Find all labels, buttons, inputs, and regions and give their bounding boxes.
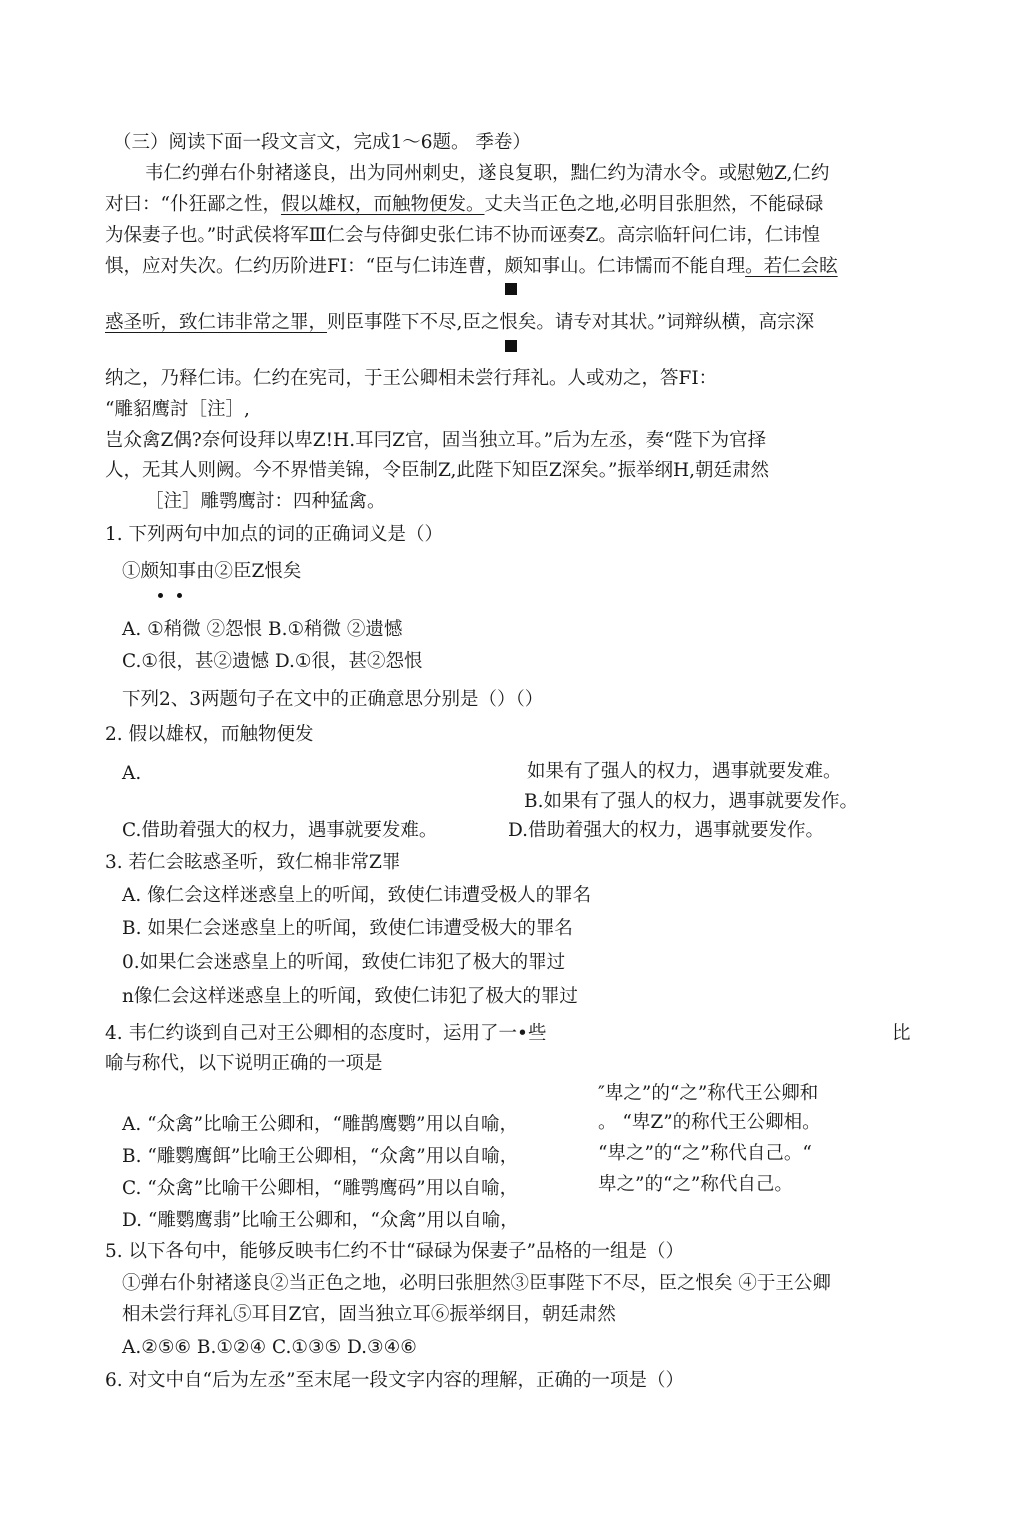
passage-text: 丈夫当正色之地,必明目张胆然，不能碌碌 xyxy=(484,194,824,215)
passage-text: 则臣事陛下不尽,臣之恨矣。请专对其状。”词辩纵横，高宗深 xyxy=(327,312,815,333)
question-2-option-a-label: A. xyxy=(122,763,142,784)
passage-line-7: “雕貂鹰討［注］, xyxy=(105,399,250,420)
question-1-options-cd: C.①很，甚②遗憾 D.①很，甚②怨恨 xyxy=(122,651,423,672)
question-2-stem: 2. 假以雄权，而触物便发 xyxy=(105,724,314,745)
passage-line-8: 岂众禽Z偶?奈何设拜以卑Z!H.耳冃Z官，固当独立耳。”后为左丞，奏“陛下为官择 xyxy=(105,430,767,451)
question-4-option-c-right: 卑之”的“之”称代自己。 xyxy=(598,1174,793,1195)
passage-text: 惧，应对失次。仁约历阶进FI：“臣与仁讳连曹，颇知事山。仁讳懦而不能自理 xyxy=(105,256,746,277)
question-2-option-a-text: 如果有了强人的权力，遇事就要发难。 xyxy=(527,761,842,782)
emphasis-dot xyxy=(177,593,182,598)
question-3-option-c: 0.如果仁会迷惑皇上的听闻，致使仁讳犯了极大的罪过 xyxy=(122,952,566,973)
square-mark-2 xyxy=(505,340,517,352)
question-4-option-b: B. “雕鹦鹰餌”比喻王公卿相，“众禽”用以自喻， xyxy=(122,1146,519,1167)
question-3-option-a: A. 像仁会这样迷惑皇上的听闻，致使仁讳遭受极人的罪名 xyxy=(122,885,592,906)
passage-line-1: 韦仁约弹右仆射褚遂良，出为同州刺史，遂良复职，黜仁约为清水令。或慰勉Z,仁约 xyxy=(145,163,830,184)
question-6-stem: 6. 对文中自“后为左丞”至末尾一段文字内容的理解，正确的一项是（） xyxy=(105,1370,684,1391)
question-4-right-note: ″卑之”的“之”称代王公卿和 xyxy=(598,1083,819,1104)
passage-line-6: 纳之，乃释仁讳。仁约在宪司，于王公卿相未尝行拜礼。人或劝之，答FI： xyxy=(105,368,718,389)
question-5-items-1: ①弹右仆射褚遂良②当正色之地，必明曰张胆然③臣事陛下不尽，臣之恨矣 ④于王公卿 xyxy=(122,1273,831,1294)
passage-line-4 xyxy=(105,255,838,279)
passage-line-2 xyxy=(105,193,823,217)
question-3-option-d: n像仁会这样迷惑皇上的听闻，致使仁讳犯了极大的罪过 xyxy=(122,986,578,1007)
underlined-phrase: 惑圣听，致仁讳非常之罪， xyxy=(105,312,328,333)
square-mark-1 xyxy=(505,283,517,295)
emphasis-dot xyxy=(158,593,163,598)
passage-note: ［注］雕鹗鹰討：四种猛禽。 xyxy=(145,491,386,512)
passage-line-5 xyxy=(105,311,814,335)
question-1-sentences: ①颇知事由②臣Z恨矣 xyxy=(122,561,302,582)
question-3-stem: 3. 若仁会眩惑圣听，致仁棉非常Z罪 xyxy=(105,852,401,873)
passage-line-3: 为保妻子也。”时武侯将军Ⅲ仁会与侍御史张仁讳不协而诬奏Z。高宗临轩问仁讳，仁讳惶 xyxy=(105,225,821,246)
question-2-option-c: C.借助着强大的权力，遇事就要发难。 xyxy=(122,820,438,841)
question-5-stem: 5. 以下各句中，能够反映韦仁约不廿“碌碌为保妻子”品格的一组是（） xyxy=(105,1241,684,1262)
question-2-option-d: D.借助着强大的权力，遇事就要发作。 xyxy=(508,820,825,841)
question-4-option-d: D. “雕鹦鹰翡”比喻王公卿和，“众禽”用以自喻， xyxy=(122,1210,519,1231)
question-4-stem-cont: 喻与称代，以下说明正确的一项是 xyxy=(105,1053,383,1074)
question-5-items-2: 相未尝行拜礼⑤耳目Z官，固当独立耳⑥振举纲目，朝廷肃然 xyxy=(122,1304,616,1325)
question-5-options: A.②⑤⑥ B.①②④ C.①③⑤ D.③④⑥ xyxy=(122,1337,417,1358)
question-4-option-b-right: “卑之”的“之”称代自己。“ xyxy=(598,1143,812,1164)
question-4-option-c: C. “众禽”比喻干公卿相，“雕鹗鹰码”用以自喻， xyxy=(122,1178,519,1199)
passage-line-9: 人，无其人则阙。今不界惜美锦，令臣制Z,此陛下知臣Z深矣。”振举纲H,朝廷肃然 xyxy=(105,460,769,481)
question-3-option-b: B. 如果仁会迷惑皇上的听闻，致使仁讳遭受极大的罪名 xyxy=(122,918,573,939)
underlined-phrase: 假以雄权，而触物便发。 xyxy=(280,194,485,215)
question-1-stem: 1. 下列两句中加点的词的正确词义是（） xyxy=(105,524,444,545)
passage-text: 对曰：“仆狂鄙之性， xyxy=(105,194,281,215)
intro-line: （三）阅读下面一段文言文，完成1～6题。 季卷） xyxy=(113,132,531,153)
underlined-phrase: 。若仁会眩 xyxy=(745,256,838,277)
question-4-option-a: A. “众禽”比喻王公卿和，“雕鹊鹰鹦”用以自喻， xyxy=(122,1114,518,1135)
question-4-stem: 4. 韦仁约谈到自己对王公卿相的态度时，运用了一•些 xyxy=(105,1023,547,1044)
questions-2-3-intro: 下列2、3两题句子在文中的正确意思分别是（）（） xyxy=(122,689,544,710)
question-4-option-a-right: 。 “卑Z”的称代王公卿相。 xyxy=(598,1112,821,1133)
question-1-options-ab: A. ①稍微 ②怨恨 B.①稍微 ②遗憾 xyxy=(122,619,403,640)
question-2-option-b: B.如果有了强人的权力，遇事就要发作。 xyxy=(524,791,858,812)
question-4-stem-end: 比 xyxy=(892,1023,911,1044)
